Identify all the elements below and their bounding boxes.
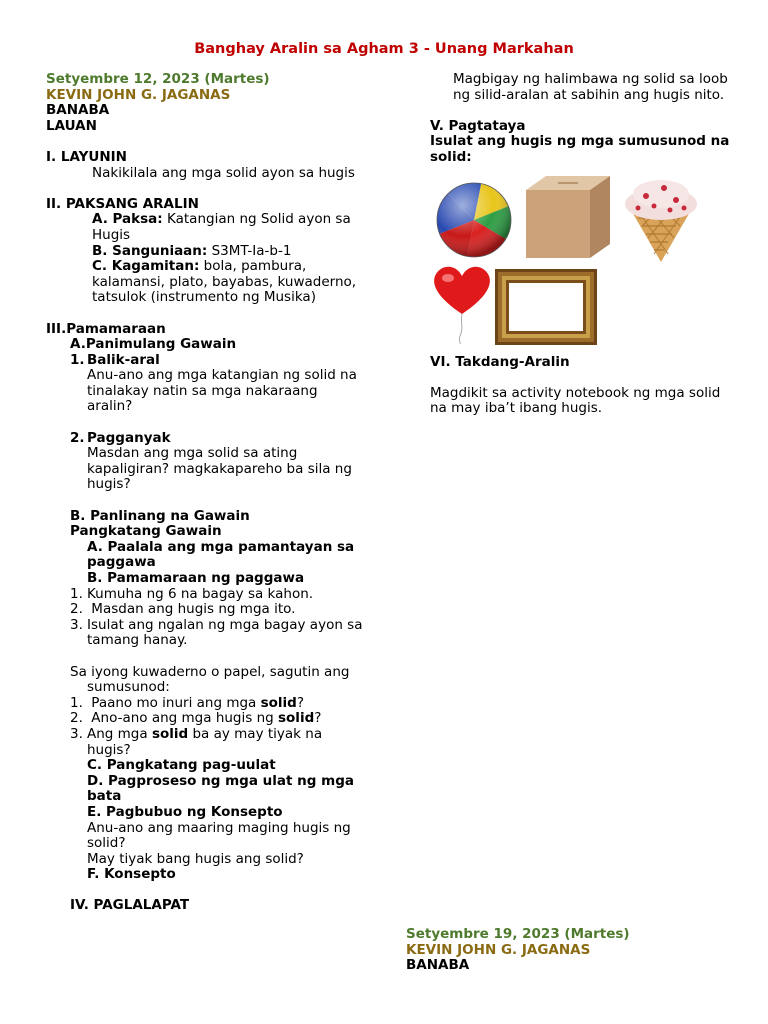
takdang-aralin-text: Magdikit sa activity notebook ng mga solid na may iba’t ibang hugis. xyxy=(430,384,721,417)
lesson-date: Setyembre 12, 2023 (Martes) xyxy=(46,71,270,87)
ice-cream-cone-image xyxy=(618,174,704,264)
step-number: 3. xyxy=(70,616,83,633)
pagganyak-label: Pagganyak xyxy=(87,429,171,446)
sanggunian-value: S3MT-Ia-b-1 xyxy=(207,242,292,259)
question-text: Paano mo inuri ang mga xyxy=(87,694,261,711)
pagganyak-text: Masdan ang mga solid sa ating kapaligiran? magkakapareho ba sila ng hugis? xyxy=(87,445,352,493)
paksa-label: A. Paksa: xyxy=(92,211,163,228)
pamamaraan-paggawa-heading: B. Pamamaraan ng paggawa xyxy=(87,570,305,586)
pag-uulat-heading: C. Pangkatang pag-uulat xyxy=(87,757,276,774)
place-name: LAUAN xyxy=(46,117,97,134)
question-item xyxy=(46,711,366,727)
question-end: ba ay may tiyak na hugis? xyxy=(87,725,323,758)
question-text: Ano-ano ang mga hugis ng xyxy=(87,710,278,727)
pagbubuo-text-1: Anu-ano ang maaring maging hugis ng solid? xyxy=(87,819,351,852)
balik-aral-text: Anu-ano ang mga katangian ng solid na tinalakay natin sa mga nakaraang aralin? xyxy=(87,367,357,415)
question-end: ? xyxy=(314,710,322,727)
pagganyak-heading xyxy=(46,431,366,447)
step-item xyxy=(46,618,366,649)
teacher-name: KEVIN JOHN G. JAGANAS xyxy=(46,86,231,103)
pangkatang-gawain-heading: Pangkatang Gawain xyxy=(70,523,222,540)
layunin-heading: I. LAYUNIN xyxy=(46,148,127,165)
sanggunian-line xyxy=(46,244,366,260)
pagbubuo-text-2: May tiyak bang hugis ang solid? xyxy=(87,850,304,867)
pagbubuo-heading: E. Pagbubuo ng Konsepto xyxy=(87,803,283,820)
step-text: Kumuha ng 6 na bagay sa kahon. xyxy=(87,585,314,602)
layunin-text: Nakikilala ang mga solid ayon sa hugis xyxy=(92,164,355,181)
kagamitan-value: bola, pambura, kalamansi, plato, bayabas, kuwaderno, tatsulok (instrumento ng Musika) xyxy=(92,258,357,306)
heart-balloon-image xyxy=(430,262,494,344)
kagamitan-label: C. Kagamitan: xyxy=(92,258,200,275)
picture-frame-image xyxy=(494,268,598,346)
solid-images xyxy=(430,172,730,347)
question-number: 3. xyxy=(70,725,83,742)
step-text: Masdan ang hugis ng mga ito. xyxy=(87,601,296,618)
step-item xyxy=(46,602,366,618)
paalala-heading: A. Paalala ang mga pamantayan sa paggawa xyxy=(87,538,355,571)
next-lesson-header xyxy=(406,927,736,974)
question-keyword: solid xyxy=(151,725,189,742)
left-column xyxy=(46,72,366,914)
pagtataya-heading: V. Pagtataya xyxy=(430,117,526,134)
next-teacher-name: KEVIN JOHN G. JAGANAS xyxy=(406,941,591,958)
paksa-line xyxy=(46,212,366,243)
question-keyword: solid xyxy=(278,710,315,727)
kagamitan-line xyxy=(46,259,366,306)
konsepto-heading: F. Konsepto xyxy=(87,866,176,883)
step-text: Isulat ang ngalan ng mga bagay ayon sa tamang hanay. xyxy=(87,616,363,649)
balik-aral-heading xyxy=(46,353,366,369)
step-number: 1. xyxy=(70,585,83,602)
panlinang-heading: B. Panlinang na Gawain xyxy=(70,507,250,524)
question-item xyxy=(46,696,366,712)
pagproseso-heading: D. Pagproseso ng mga ulat ng mga bata xyxy=(87,772,354,805)
next-lesson-date: Setyembre 19, 2023 (Martes) xyxy=(406,926,630,942)
question-number: 2. xyxy=(70,710,83,727)
sagutin-instruction: Sa iyong kuwaderno o papel, sagutin ang sumusunod: xyxy=(70,663,350,696)
item1-number: 1. xyxy=(70,351,85,368)
pamamaraan-heading: III.Pamamaraan xyxy=(46,320,166,337)
school-name: BANABA xyxy=(46,102,110,119)
paksa-value: Katangian ng Solid ayon sa Hugis xyxy=(92,211,351,243)
paksang-aralin-heading: II. PAKSANG ARALIN xyxy=(46,195,199,212)
step-item xyxy=(46,587,366,603)
question-item xyxy=(46,727,366,758)
next-school-name: BANABA xyxy=(406,957,470,974)
cardboard-box-image xyxy=(522,174,612,260)
question-end: ? xyxy=(296,694,305,711)
sanggunian-label: B. Sanguniaan: xyxy=(92,242,208,259)
balik-aral-label: Balik-aral xyxy=(87,351,160,368)
beach-ball-image xyxy=(434,180,514,260)
question-keyword: solid xyxy=(260,694,297,711)
question-number: 1. xyxy=(70,694,83,711)
right-column xyxy=(430,72,730,417)
pagtataya-instruction: Isulat ang hugis ng mga sumusunod na solid: xyxy=(430,133,730,165)
paglalapat-text: Magbigay ng halimbawa ng solid sa loob ng silid-aralan at sabihin ang hugis nito. xyxy=(453,71,728,103)
item2-number: 2. xyxy=(70,429,85,446)
step-number: 2. xyxy=(70,601,83,618)
question-text: Ang mga xyxy=(87,725,152,742)
document-title: Banghay Aralin sa Agham 3 - Unang Markahan xyxy=(194,41,574,57)
paglalapat-heading: IV. PAGLALAPAT xyxy=(70,897,190,914)
panimulang-gawain-heading: A.Panimulang Gawain xyxy=(70,336,237,353)
takdang-aralin-heading: VI. Takdang-Aralin xyxy=(430,353,570,370)
